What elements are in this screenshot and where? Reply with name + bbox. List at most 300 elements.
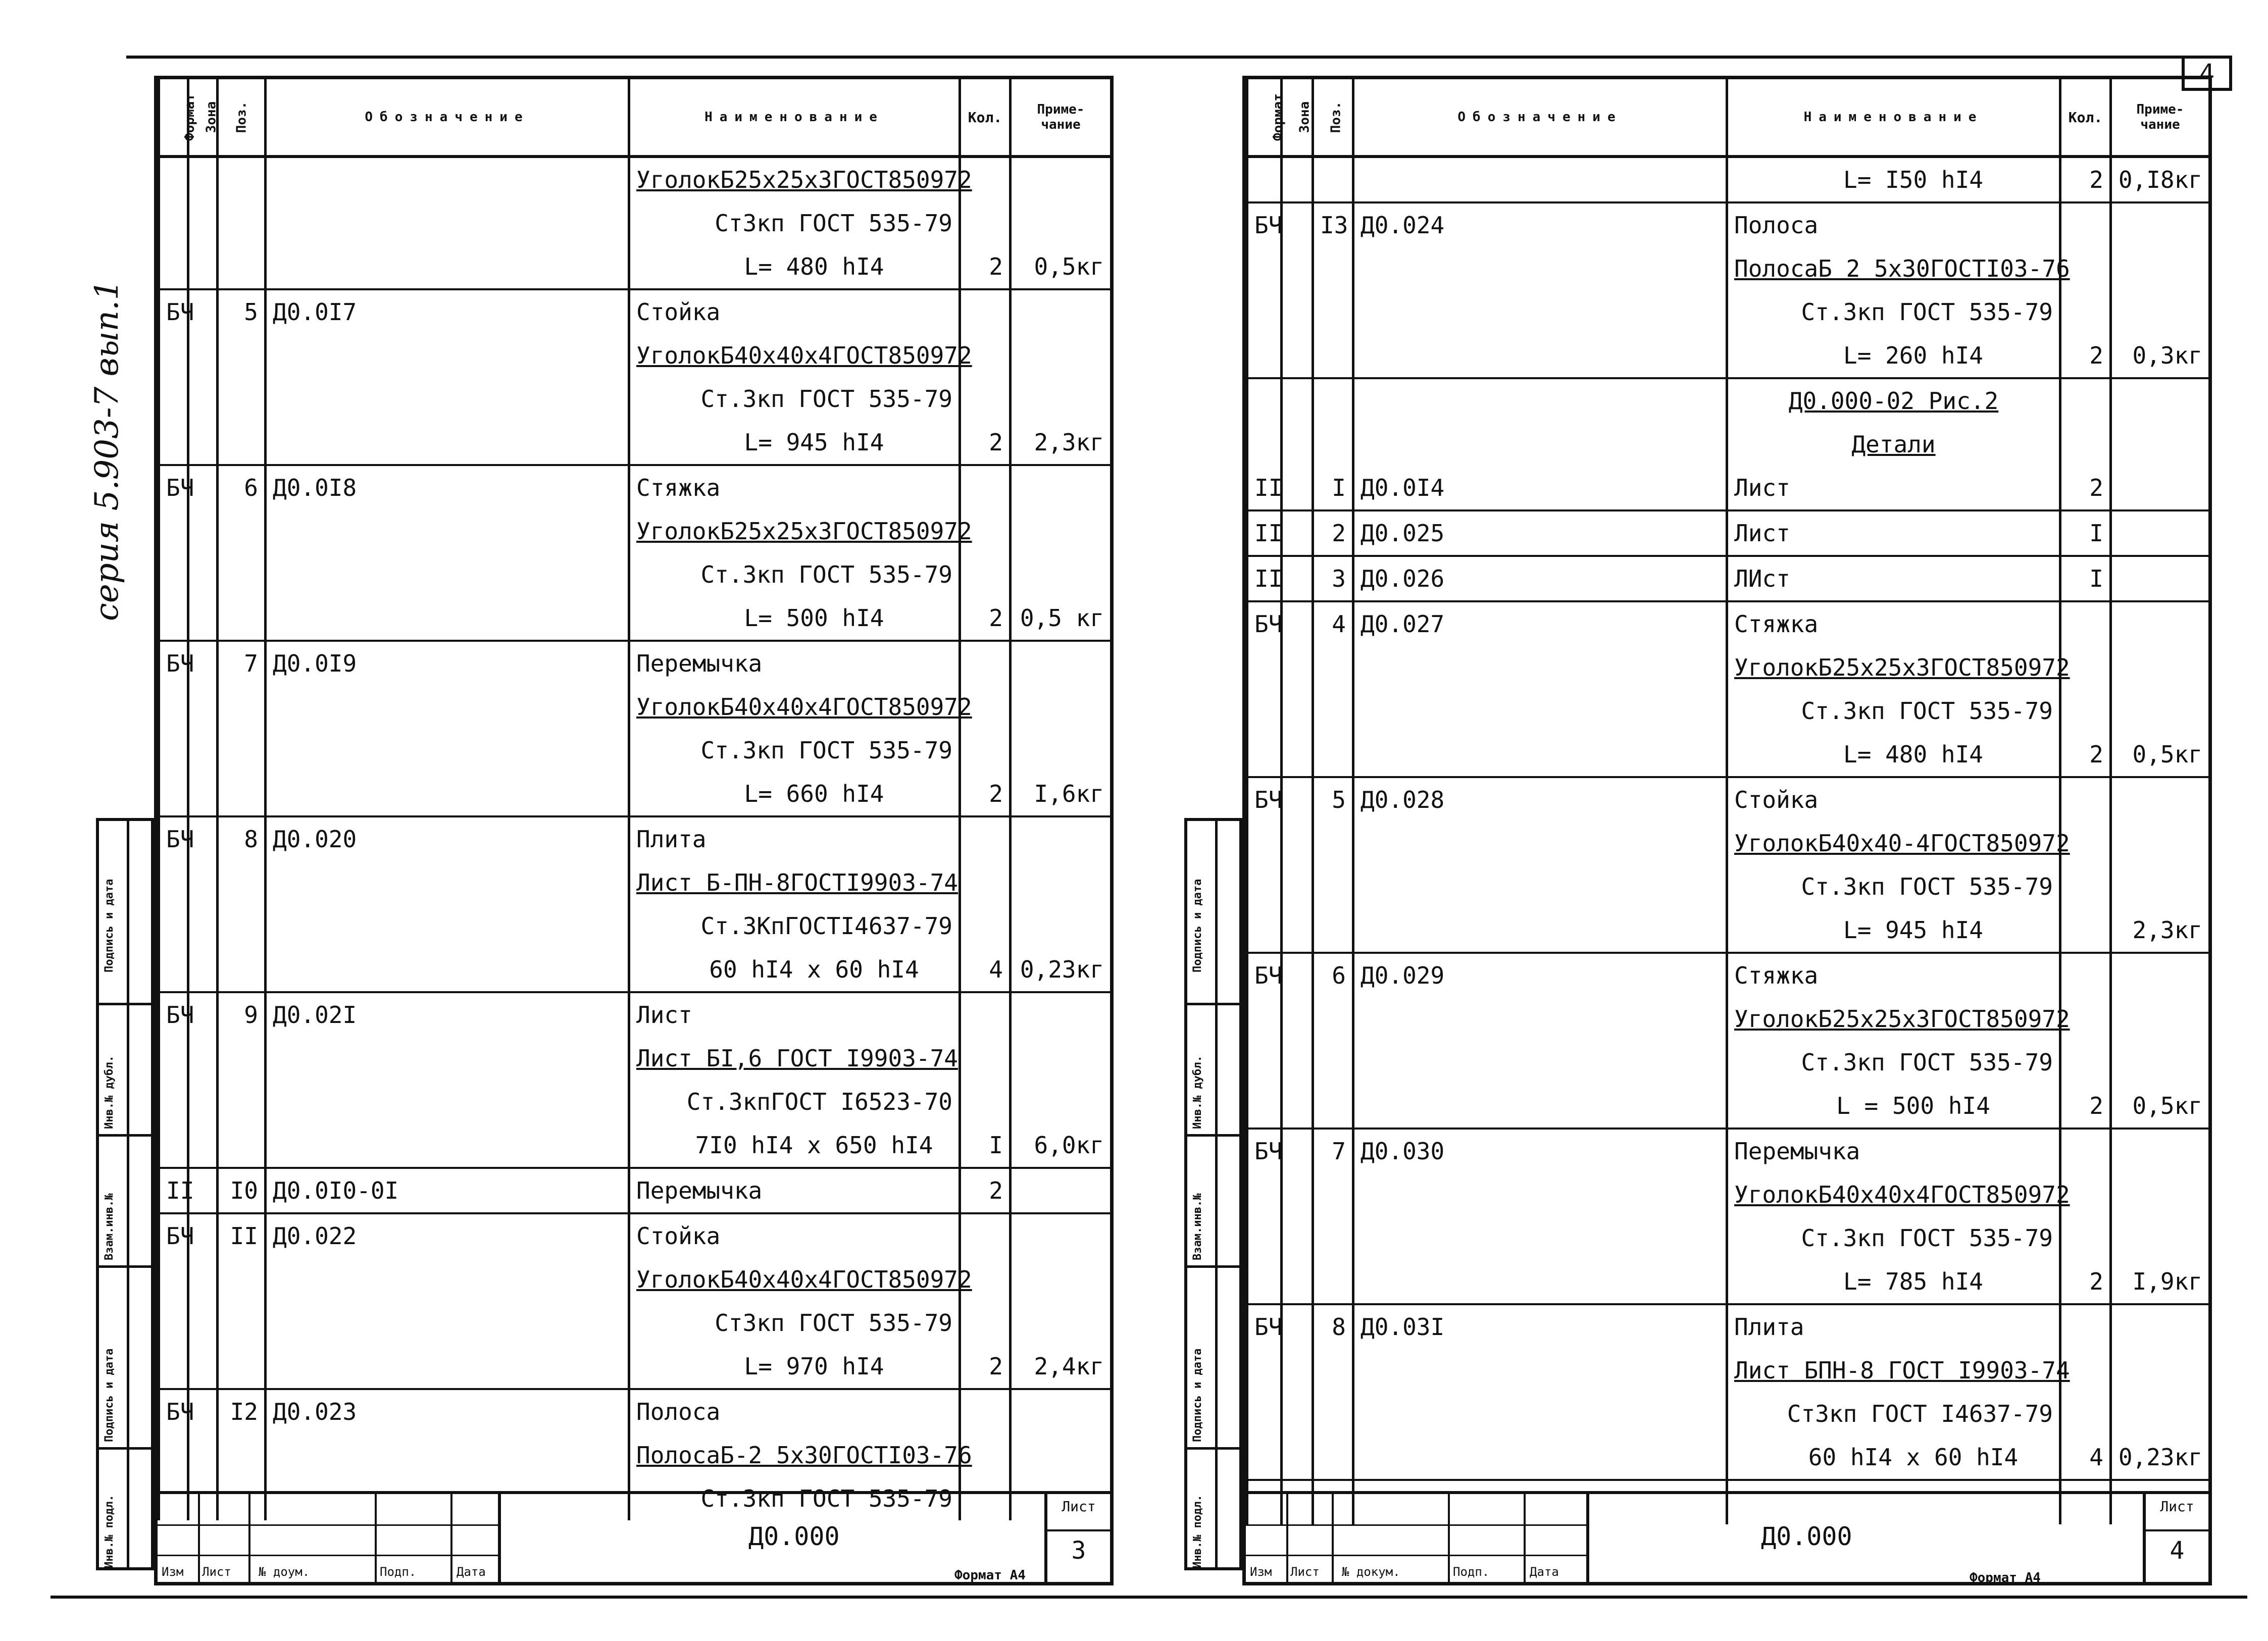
cell-pos: 8 (218, 816, 266, 861)
tb-col-izm: Изм (1250, 1565, 1272, 1579)
cell-note (1011, 377, 1112, 421)
cell-format (1247, 1173, 1282, 1216)
cell-zone (1282, 1392, 1313, 1435)
tb-col-sign: Подп. (380, 1565, 417, 1579)
cell-name: Стойка (1727, 777, 2060, 822)
cell-qty (2060, 689, 2111, 733)
cell-zone (1282, 601, 1313, 646)
cell-qty (2060, 953, 2111, 997)
cell-note (1011, 553, 1112, 596)
cell-designation (1353, 1041, 1727, 1084)
cell-name: УголокБ40х40х4ГОСТ850972 (629, 334, 960, 377)
cell-name: Ст.3кп ГОСТ 535-79 (629, 553, 960, 596)
cell-note (2111, 290, 2210, 334)
cell-name: L= 480 hI4 (629, 245, 960, 289)
cell-designation (1353, 1173, 1727, 1216)
cell-zone (188, 1037, 218, 1080)
cell-zone (1282, 953, 1313, 997)
cell-note (2111, 510, 2210, 556)
table-row (159, 641, 1112, 685)
cell-designation (1353, 997, 1727, 1041)
cell-designation (266, 861, 629, 904)
cell-note: 2,4кг (1011, 1345, 1112, 1389)
cell-note (1011, 1433, 1112, 1477)
cell-zone (188, 245, 218, 289)
cell-format: БЧ (159, 1389, 188, 1433)
cell-format (159, 1080, 188, 1123)
table-row (1247, 466, 2210, 510)
cell-designation: Д0.026 (1353, 556, 1727, 601)
cell-zone (1282, 1129, 1313, 1173)
cell-name: Перемычка (629, 641, 960, 685)
table-row (1247, 1349, 2210, 1392)
cell-format: БЧ (159, 992, 188, 1037)
table-row (1247, 689, 2210, 733)
cell-format: II (159, 1168, 188, 1213)
cell-pos (218, 1258, 266, 1301)
cell-pos: 5 (1313, 777, 1353, 822)
table-row (1247, 777, 2210, 822)
cell-format (1247, 908, 1282, 953)
cell-zone (1282, 1435, 1313, 1480)
cell-designation (1353, 157, 1727, 202)
cell-pos (218, 1037, 266, 1080)
cell-zone (1282, 202, 1313, 247)
cell-zone (1282, 997, 1313, 1041)
cell-format (159, 1037, 188, 1080)
cell-name: Лист БI,6 ГОСТ I9903-74 (629, 1037, 960, 1080)
cell-pos: 8 (1313, 1304, 1353, 1349)
cell-format: II (1247, 556, 1282, 601)
cell-qty (960, 1389, 1011, 1433)
cell-format: II (1247, 466, 1282, 510)
cell-zone (1282, 1260, 1313, 1304)
cell-zone (188, 1301, 218, 1345)
cell-pos (218, 245, 266, 289)
cell-pos: 4 (1313, 601, 1353, 646)
tb-col-date: Дата (1530, 1565, 1559, 1579)
cell-qty (960, 1301, 1011, 1345)
cell-designation (266, 948, 629, 992)
cell-zone (1282, 247, 1313, 290)
cell-zone (188, 1123, 218, 1168)
cell-format: БЧ (159, 1213, 188, 1258)
table-row (1247, 157, 2210, 202)
cell-qty (960, 201, 1011, 245)
header-pos: Поз. (1313, 79, 1353, 157)
header-note: Приме-чание (2111, 79, 2210, 157)
cell-note (1011, 157, 1112, 201)
header-designation: Обозначение (1353, 79, 1727, 157)
cell-format: БЧ (1247, 601, 1282, 646)
cell-pos: II (218, 1213, 266, 1258)
cell-note: I,9кг (2111, 1260, 2210, 1304)
cell-pos (1313, 334, 1353, 378)
table-row (1247, 908, 2210, 953)
cell-name: L= 970 hI4 (629, 1345, 960, 1389)
cell-zone (1282, 378, 1313, 423)
cell-name: Детали (1727, 423, 2060, 466)
table-row (1247, 510, 2210, 556)
cell-qty (2060, 1041, 2111, 1084)
cell-designation (1353, 1260, 1727, 1304)
tb-col-list: Лист (1290, 1565, 1320, 1579)
header-qty: Кол. (2060, 79, 2111, 157)
stamp-label-3: Взам.инв.№ (103, 1193, 116, 1260)
table-row (159, 245, 1112, 289)
cell-note (1011, 861, 1112, 904)
cell-format: II (1247, 510, 1282, 556)
table-row (1247, 1084, 2210, 1129)
cell-name: 60 hI4 х 60 hI4 (629, 948, 960, 992)
cell-zone (1282, 423, 1313, 466)
cell-name: Плита (629, 816, 960, 861)
cell-note (2111, 646, 2210, 689)
stamp-label-2: Инв.№ дубл. (1191, 1055, 1204, 1129)
cell-name: Ст.3кп ГОСТ 535-79 (1727, 1041, 2060, 1084)
cell-designation: Д0.0I0-0I (266, 1168, 629, 1213)
cell-qty: I (2060, 510, 2111, 556)
cell-pos: 6 (1313, 953, 1353, 997)
cell-name: Ст.3кп ГОСТ 535-79 (1727, 865, 2060, 908)
cell-designation (1353, 646, 1727, 689)
cell-qty: 2 (960, 1168, 1011, 1213)
cell-zone (188, 553, 218, 596)
cell-pos (1313, 1173, 1353, 1216)
cell-format (159, 861, 188, 904)
cell-format (1247, 290, 1282, 334)
cell-format (159, 729, 188, 772)
cell-format (159, 1345, 188, 1389)
cell-designation (266, 729, 629, 772)
cell-pos (218, 553, 266, 596)
cell-qty (960, 904, 1011, 948)
cell-pos (218, 1080, 266, 1123)
cell-designation (266, 1123, 629, 1168)
cell-qty (960, 641, 1011, 685)
cell-designation: Д0.0I4 (1353, 466, 1727, 510)
cell-designation (1353, 1435, 1727, 1480)
top-border-line (126, 56, 2222, 59)
cell-qty (960, 861, 1011, 904)
cell-note: 0,23кг (2111, 1435, 2210, 1480)
cell-designation (1353, 378, 1727, 423)
table-row (159, 509, 1112, 553)
format-label: Формат А4 (1970, 1570, 2041, 1585)
cell-name: Ст.3кп ГОСТ 535-79 (1727, 1216, 2060, 1260)
cell-name: УголокБ40х40х4ГОСТ850972 (1727, 1173, 2060, 1216)
cell-name: L= 945 hI4 (1727, 908, 2060, 953)
cell-qty: 2 (2060, 1260, 2111, 1304)
cell-note (2111, 1129, 2210, 1173)
cell-zone (1282, 733, 1313, 777)
table-row (159, 772, 1112, 816)
tb-col-izm: Изм (162, 1565, 184, 1579)
cell-note (2111, 556, 2210, 601)
cell-zone (188, 377, 218, 421)
cell-pos (218, 201, 266, 245)
table-row (159, 377, 1112, 421)
cell-note (1011, 509, 1112, 553)
cell-pos (1313, 865, 1353, 908)
stamp-label-4: Подпись и дата (1191, 1348, 1204, 1442)
cell-designation: Д0.024 (1353, 202, 1727, 247)
cell-format (1247, 1349, 1282, 1392)
cell-pos (218, 904, 266, 948)
cell-designation (266, 201, 629, 245)
table-row (159, 685, 1112, 729)
cell-designation (266, 421, 629, 465)
table-row (159, 1258, 1112, 1301)
cell-zone (1282, 157, 1313, 202)
cell-designation (266, 1080, 629, 1123)
header-name: Наименование (1727, 79, 2060, 157)
cell-designation (1353, 1084, 1727, 1129)
cell-note (1011, 1213, 1112, 1258)
cell-pos (218, 861, 266, 904)
cell-zone (1282, 1216, 1313, 1260)
cell-name: L = 500 hI4 (1727, 1084, 2060, 1129)
cell-format (159, 421, 188, 465)
cell-note (2111, 378, 2210, 423)
cell-zone (188, 201, 218, 245)
series-note: серия 5.903-7 вып.1 (88, 279, 126, 621)
sheet-box: Лист 3 (1044, 1494, 1110, 1582)
cell-zone (188, 157, 218, 201)
cell-note (2111, 247, 2210, 290)
cell-pos: I (1313, 466, 1353, 510)
cell-designation (1353, 247, 1727, 290)
cell-format (1247, 247, 1282, 290)
cell-note (1011, 1080, 1112, 1123)
cell-format (159, 245, 188, 289)
cell-qty (2060, 1216, 2111, 1260)
cell-format (159, 1123, 188, 1168)
cell-name: Стойка (629, 289, 960, 334)
cell-note: 0,I8кг (2111, 157, 2210, 202)
cell-name: Стяжка (629, 465, 960, 509)
cell-name: L= 660 hI4 (629, 772, 960, 816)
cell-pos (1313, 1041, 1353, 1084)
table-row (159, 1037, 1112, 1080)
table-row (1247, 1041, 2210, 1084)
cell-note (1011, 641, 1112, 685)
cell-qty: 2 (960, 245, 1011, 289)
table-row (159, 334, 1112, 377)
cell-qty (2060, 777, 2111, 822)
cell-qty (960, 1213, 1011, 1258)
cell-zone (188, 1080, 218, 1123)
cell-format (159, 948, 188, 992)
cell-pos (218, 509, 266, 553)
cell-name: Ст3кп ГОСТ 535-79 (629, 1301, 960, 1345)
cell-designation (1353, 822, 1727, 865)
cell-pos (1313, 689, 1353, 733)
cell-note: 0,3кг (2111, 334, 2210, 378)
cell-format: БЧ (1247, 953, 1282, 997)
spec-table (158, 79, 1113, 1520)
cell-format: БЧ (1247, 1304, 1282, 1349)
header-note: Приме-чание (1011, 79, 1112, 157)
cell-name: УголокБ40х40х4ГОСТ850972 (629, 685, 960, 729)
table-row (1247, 1304, 2210, 1349)
cell-pos (218, 421, 266, 465)
cell-name: ПолосаБ-2 5х30ГОСТI03-76 (629, 1433, 960, 1477)
cell-format: БЧ (159, 641, 188, 685)
cell-format (1247, 157, 1282, 202)
cell-format (1247, 822, 1282, 865)
header-pos: Поз. (218, 79, 266, 157)
cell-format (1247, 1041, 1282, 1084)
cell-pos (1313, 733, 1353, 777)
cell-designation (266, 596, 629, 641)
cell-note (1011, 289, 1112, 334)
cell-note: 0,5 кг (1011, 596, 1112, 641)
table-row (159, 465, 1112, 509)
cell-qty: 4 (2060, 1435, 2111, 1480)
title-block (1246, 1491, 2208, 1582)
cell-qty (2060, 423, 2111, 466)
stamp-label-1: Подпись и дата (1191, 879, 1204, 972)
tb-col-list: Лист (202, 1565, 231, 1579)
cell-qty: 2 (2060, 733, 2111, 777)
tb-col-date: Дата (457, 1565, 486, 1579)
stamp-label-5: Инв.№ подл. (103, 1495, 116, 1568)
cell-zone (1282, 466, 1313, 510)
cell-designation (1353, 423, 1727, 466)
cell-pos (1313, 157, 1353, 202)
table-row (1247, 556, 2210, 601)
table-row (1247, 423, 2210, 466)
cell-note (1011, 1389, 1112, 1433)
cell-pos (218, 334, 266, 377)
cell-qty (2060, 1392, 2111, 1435)
stamp-column-sheet3 (96, 818, 154, 1570)
cell-format (1247, 733, 1282, 777)
stamp-label-3: Взам.инв.№ (1191, 1193, 1204, 1260)
cell-qty (2060, 908, 2111, 953)
header-format: Формат (1247, 79, 1282, 157)
cell-designation (266, 1301, 629, 1345)
table-row (159, 729, 1112, 772)
cell-designation: Д0.029 (1353, 953, 1727, 997)
cell-format (1247, 865, 1282, 908)
cell-format (159, 1258, 188, 1301)
table-row (1247, 247, 2210, 290)
cell-pos: I0 (218, 1168, 266, 1213)
cell-designation: Д0.022 (266, 1213, 629, 1258)
cell-format (159, 553, 188, 596)
cell-pos: 9 (218, 992, 266, 1037)
cell-qty (960, 289, 1011, 334)
cell-designation (1353, 1392, 1727, 1435)
cell-format: БЧ (1247, 777, 1282, 822)
cell-qty (2060, 1304, 2111, 1349)
cell-zone (188, 861, 218, 904)
cell-note (1011, 1037, 1112, 1080)
cell-name: Лист (629, 992, 960, 1037)
cell-designation (1353, 1349, 1727, 1392)
cell-pos (218, 1345, 266, 1389)
cell-note: 6,0кг (1011, 1123, 1112, 1168)
cell-zone (188, 948, 218, 992)
table-row (1247, 202, 2210, 247)
cell-note (1011, 1301, 1112, 1345)
cell-name: Стяжка (1727, 601, 2060, 646)
cell-qty: 2 (2060, 466, 2111, 510)
cell-designation (266, 1433, 629, 1477)
cell-note (2111, 1173, 2210, 1216)
cell-name: ПолосаБ 2 5х30ГОСТI03-76 (1727, 247, 2060, 290)
table-row (159, 1123, 1112, 1168)
cell-designation (266, 509, 629, 553)
cell-pos: 2 (1313, 510, 1353, 556)
cell-note (2111, 1216, 2210, 1260)
cell-pos (218, 1433, 266, 1477)
table-row (159, 1168, 1112, 1213)
spec-table (1246, 79, 2211, 1524)
cell-designation: Д0.023 (266, 1389, 629, 1433)
table-row (159, 1389, 1112, 1433)
header-zone: Зона (1282, 79, 1313, 157)
stamp-label-1: Подпись и дата (103, 879, 116, 972)
table-row (1247, 822, 2210, 865)
table-row (1247, 953, 2210, 997)
cell-qty: 2 (2060, 1084, 2111, 1129)
cell-format (1247, 689, 1282, 733)
cell-pos (1313, 1216, 1353, 1260)
cell-pos (1313, 378, 1353, 423)
cell-zone (188, 729, 218, 772)
cell-name: Ст.3кпГОСТ I6523-70 (629, 1080, 960, 1123)
table-row (1247, 378, 2210, 423)
table-row (1247, 1216, 2210, 1260)
table-row (1247, 733, 2210, 777)
cell-note (2111, 202, 2210, 247)
cell-name: Лист Б-ПН-8ГОСТI9903-74 (629, 861, 960, 904)
cell-format (1247, 1084, 1282, 1129)
cell-qty: I (2060, 556, 2111, 601)
cell-note (1011, 465, 1112, 509)
cell-zone (188, 1345, 218, 1389)
cell-designation: Д0.03I (1353, 1304, 1727, 1349)
cell-zone (1282, 1173, 1313, 1216)
cell-zone (1282, 510, 1313, 556)
cell-name: Лист БПН-8 ГОСТ I9903-74 (1727, 1349, 2060, 1392)
header-format: Формат (159, 79, 188, 157)
cell-qty (960, 992, 1011, 1037)
cell-pos (218, 685, 266, 729)
cell-format (159, 772, 188, 816)
cell-qty (2060, 601, 2111, 646)
cell-format: БЧ (159, 289, 188, 334)
cell-qty: 2 (960, 772, 1011, 816)
cell-name: Стойка (629, 1213, 960, 1258)
cell-zone (188, 596, 218, 641)
sheet-box: Лист 4 (2143, 1494, 2208, 1582)
sheet-number: 4 (2146, 1529, 2208, 1565)
cell-pos: 3 (1313, 556, 1353, 601)
cell-name: Ст.3кп ГОСТ 535-79 (1727, 290, 2060, 334)
cell-qty (960, 465, 1011, 509)
doc-number: Д0.000 (1761, 1522, 1852, 1551)
cell-name: L= 785 hI4 (1727, 1260, 2060, 1304)
cell-format (1247, 378, 1282, 423)
cell-qty: 2 (960, 596, 1011, 641)
cell-qty (960, 1080, 1011, 1123)
cell-format (1247, 1435, 1282, 1480)
cell-pos: I2 (218, 1389, 266, 1433)
